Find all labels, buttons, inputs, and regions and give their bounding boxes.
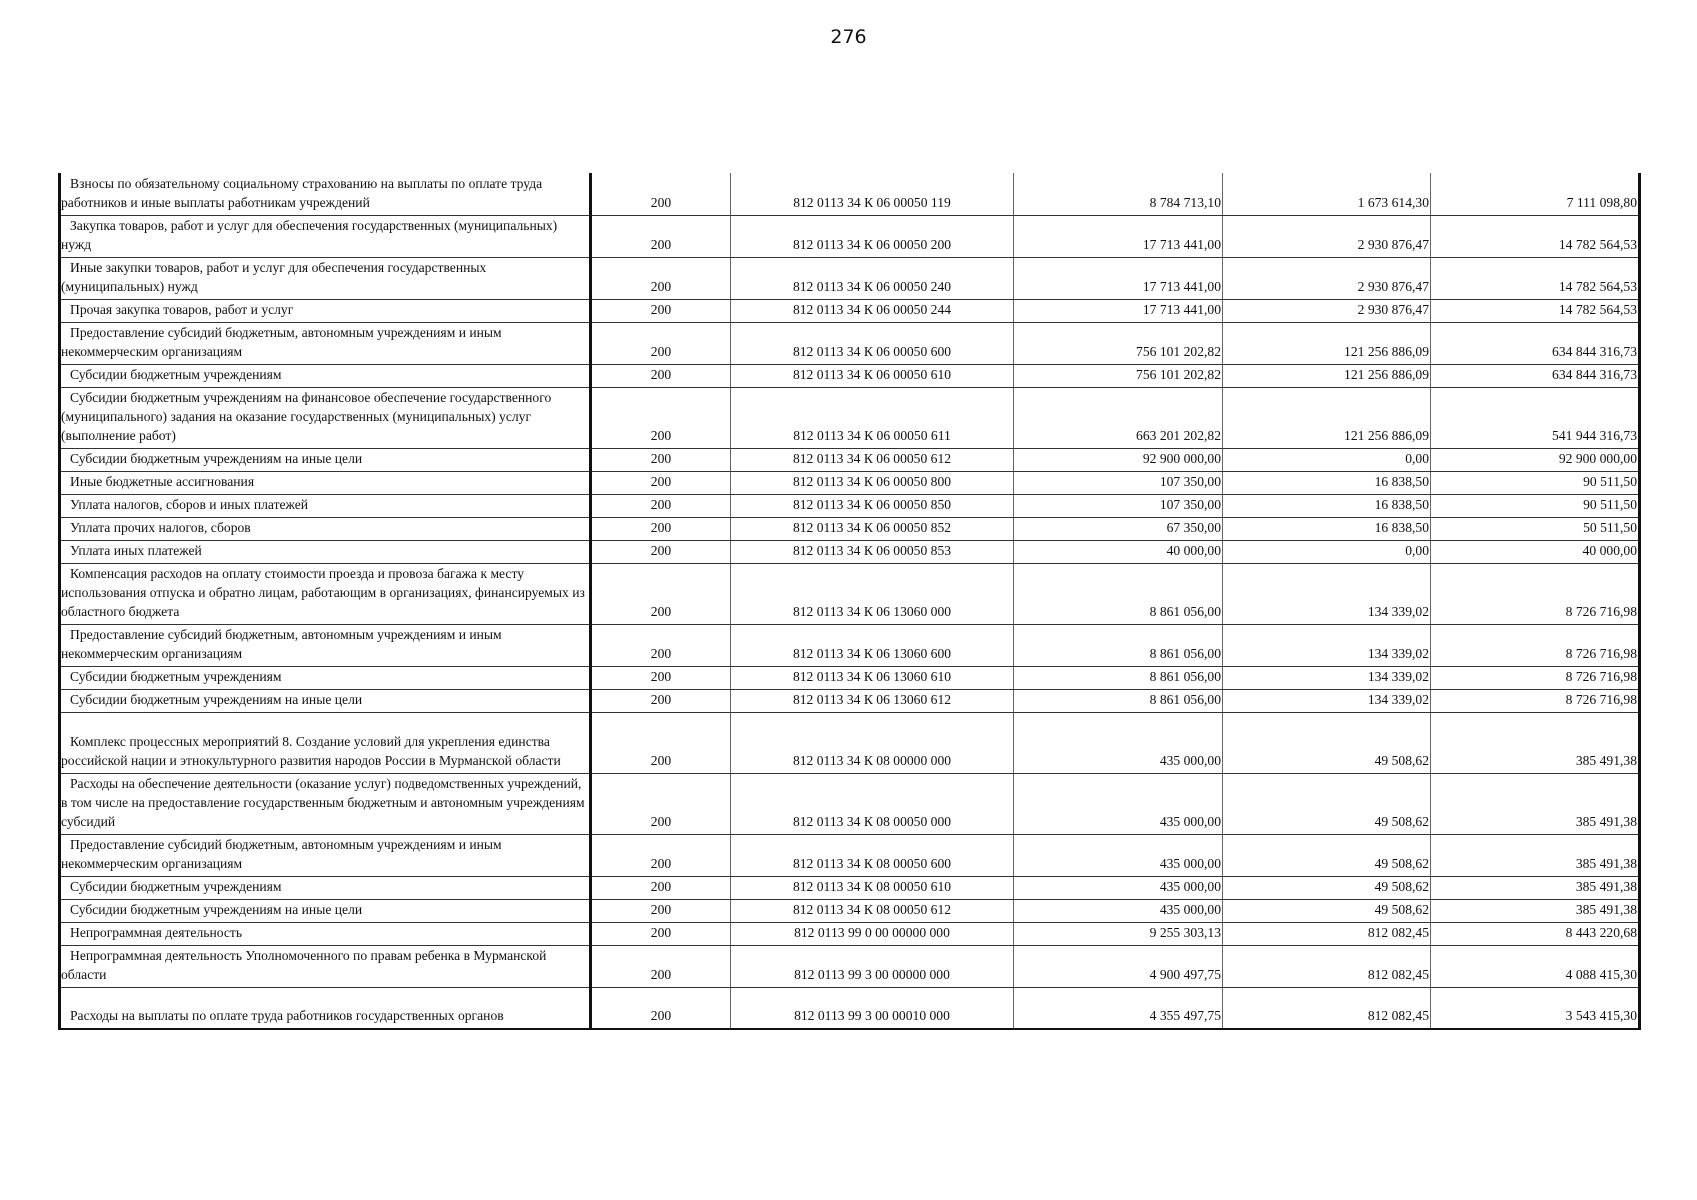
row-classification-cell: 812 0113 34 К 08 00050 600 — [731, 834, 1014, 876]
row-name-text: Непрограммная деятельность — [70, 924, 243, 940]
row-classification-cell: 812 0113 99 0 00 00000 000 — [731, 922, 1014, 945]
row-remaining-cell: 3 543 415,30 — [1431, 987, 1640, 1029]
row-code-cell: 200 — [591, 494, 731, 517]
row-executed-cell: 49 508,62 — [1223, 773, 1431, 834]
budget-table-body — [60, 173, 1640, 1029]
row-classification-cell: 812 0113 34 К 06 00050 119 — [731, 173, 1014, 215]
row-code-cell: 200 — [591, 689, 731, 712]
row-remaining-cell: 92 900 000,00 — [1431, 448, 1640, 471]
row-remaining-cell: 8 726 716,98 — [1431, 666, 1640, 689]
row-name-text: Субсидии бюджетным учреждениям на иные цели — [70, 691, 363, 707]
row-name-text: Субсидии бюджетным учреждениям — [70, 366, 282, 382]
table-row — [60, 322, 1640, 364]
row-remaining-cell: 90 511,50 — [1431, 471, 1640, 494]
table-row — [60, 257, 1640, 299]
row-name-text: Комплекс процессных мероприятий 8. Создание условий для укрепления единства российской нации и этнокультурного развития народов России в Мурманской области — [61, 733, 561, 768]
row-classification-cell: 812 0113 34 К 06 00050 611 — [731, 387, 1014, 448]
table-row — [60, 448, 1640, 471]
row-name-text: Субсидии бюджетным учреждениям — [70, 668, 282, 684]
row-code-cell: 200 — [591, 563, 731, 624]
row-planned-cell: 17 713 441,00 — [1014, 215, 1223, 257]
row-executed-cell: 812 082,45 — [1223, 987, 1431, 1029]
row-code-cell: 200 — [591, 876, 731, 899]
row-planned-cell: 8 861 056,00 — [1014, 563, 1223, 624]
row-remaining-cell: 385 491,38 — [1431, 876, 1640, 899]
row-remaining-cell: 90 511,50 — [1431, 494, 1640, 517]
row-classification-cell: 812 0113 34 К 06 00050 240 — [731, 257, 1014, 299]
row-planned-cell: 8 861 056,00 — [1014, 624, 1223, 666]
row-remaining-cell: 14 782 564,53 — [1431, 215, 1640, 257]
row-remaining-cell: 385 491,38 — [1431, 712, 1640, 773]
table-row — [60, 666, 1640, 689]
row-planned-cell: 4 355 497,75 — [1014, 987, 1223, 1029]
row-classification-cell: 812 0113 34 К 06 00050 853 — [731, 540, 1014, 563]
row-name-cell — [60, 299, 591, 322]
row-code-cell: 200 — [591, 773, 731, 834]
row-executed-cell: 2 930 876,47 — [1223, 257, 1431, 299]
table-row — [60, 876, 1640, 899]
table-row — [60, 299, 1640, 322]
row-classification-cell: 812 0113 34 К 06 00050 610 — [731, 364, 1014, 387]
row-name-cell — [60, 624, 591, 666]
row-executed-cell: 121 256 886,09 — [1223, 364, 1431, 387]
table-row — [60, 712, 1640, 773]
row-name-text: Субсидии бюджетным учреждениям — [70, 878, 282, 894]
row-executed-cell: 0,00 — [1223, 540, 1431, 563]
row-name-cell — [60, 945, 591, 987]
row-code-cell: 200 — [591, 517, 731, 540]
row-remaining-cell: 14 782 564,53 — [1431, 299, 1640, 322]
row-name-text: Предоставление субсидий бюджетным, автономным учреждениям и иным некоммерческим организациям — [61, 626, 502, 661]
row-remaining-cell: 8 726 716,98 — [1431, 563, 1640, 624]
row-code-cell: 200 — [591, 364, 731, 387]
row-name-cell — [60, 364, 591, 387]
row-executed-cell: 812 082,45 — [1223, 922, 1431, 945]
row-name-cell — [60, 834, 591, 876]
row-name-cell — [60, 494, 591, 517]
row-executed-cell: 2 930 876,47 — [1223, 215, 1431, 257]
row-code-cell: 200 — [591, 540, 731, 563]
row-code-cell: 200 — [591, 624, 731, 666]
row-name-cell — [60, 448, 591, 471]
row-name-text: Расходы на выплаты по оплате труда работников государственных органов — [70, 1008, 504, 1023]
row-planned-cell: 756 101 202,82 — [1014, 322, 1223, 364]
row-executed-cell: 16 838,50 — [1223, 471, 1431, 494]
row-executed-cell: 812 082,45 — [1223, 945, 1431, 987]
row-code-cell: 200 — [591, 299, 731, 322]
row-planned-cell: 435 000,00 — [1014, 773, 1223, 834]
row-executed-cell: 49 508,62 — [1223, 834, 1431, 876]
row-remaining-cell: 385 491,38 — [1431, 899, 1640, 922]
row-classification-cell: 812 0113 99 3 00 00010 000 — [731, 987, 1014, 1029]
table-row — [60, 689, 1640, 712]
row-executed-cell: 121 256 886,09 — [1223, 387, 1431, 448]
row-remaining-cell: 7 111 098,80 — [1431, 173, 1640, 215]
row-executed-cell: 134 339,02 — [1223, 624, 1431, 666]
row-code-cell: 200 — [591, 987, 731, 1029]
row-executed-cell: 134 339,02 — [1223, 666, 1431, 689]
row-remaining-cell: 634 844 316,73 — [1431, 322, 1640, 364]
row-name-cell — [60, 666, 591, 689]
row-name-cell — [60, 876, 591, 899]
row-name-cell — [60, 173, 591, 215]
row-planned-cell: 4 900 497,75 — [1014, 945, 1223, 987]
row-name-text: Субсидии бюджетным учреждениям на иные цели — [70, 450, 363, 466]
row-planned-cell: 435 000,00 — [1014, 834, 1223, 876]
table-row — [60, 471, 1640, 494]
row-executed-cell: 2 930 876,47 — [1223, 299, 1431, 322]
row-planned-cell: 8 861 056,00 — [1014, 689, 1223, 712]
row-name-cell — [60, 987, 591, 1029]
row-classification-cell: 812 0113 34 К 08 00050 612 — [731, 899, 1014, 922]
row-classification-cell: 812 0113 34 К 06 00050 850 — [731, 494, 1014, 517]
row-name-cell — [60, 517, 591, 540]
row-classification-cell: 812 0113 34 К 06 00050 612 — [731, 448, 1014, 471]
row-name-cell — [60, 773, 591, 834]
table-row — [60, 387, 1640, 448]
row-classification-cell: 812 0113 34 К 06 00050 244 — [731, 299, 1014, 322]
row-classification-cell: 812 0113 34 К 06 13060 000 — [731, 563, 1014, 624]
row-planned-cell: 107 350,00 — [1014, 494, 1223, 517]
budget-table — [58, 173, 1641, 1030]
row-name-cell — [60, 215, 591, 257]
row-name-cell — [60, 712, 591, 773]
row-remaining-cell: 8 726 716,98 — [1431, 624, 1640, 666]
row-classification-cell: 812 0113 34 К 06 00050 852 — [731, 517, 1014, 540]
table-row — [60, 773, 1640, 834]
row-code-cell: 200 — [591, 712, 731, 773]
row-code-cell: 200 — [591, 945, 731, 987]
page-number: 276 — [830, 26, 867, 48]
row-planned-cell: 9 255 303,13 — [1014, 922, 1223, 945]
row-remaining-cell: 40 000,00 — [1431, 540, 1640, 563]
row-name-text: Предоставление субсидий бюджетным, автономным учреждениям и иным некоммерческим организациям — [61, 836, 502, 871]
row-remaining-cell: 541 944 316,73 — [1431, 387, 1640, 448]
row-planned-cell: 435 000,00 — [1014, 899, 1223, 922]
row-name-text: Прочая закупка товаров, работ и услуг — [70, 301, 294, 317]
row-executed-cell: 16 838,50 — [1223, 517, 1431, 540]
row-remaining-cell: 4 088 415,30 — [1431, 945, 1640, 987]
row-code-cell: 200 — [591, 448, 731, 471]
row-name-text: Компенсация расходов на оплату стоимости проезда и провоза багажа к месту использования отпуска и обратно лицам, работающим в организациях, финансируемых из областного бюджета — [61, 565, 585, 619]
row-name-text: Иные бюджетные ассигнования — [70, 473, 255, 489]
row-planned-cell: 435 000,00 — [1014, 876, 1223, 899]
row-name-cell — [60, 540, 591, 563]
row-code-cell: 200 — [591, 922, 731, 945]
row-classification-cell: 812 0113 34 К 06 13060 612 — [731, 689, 1014, 712]
row-name-text: Предоставление субсидий бюджетным, автономным учреждениям и иным некоммерческим организациям — [61, 324, 502, 359]
row-name-text: Иные закупки товаров, работ и услуг для обеспечения государственных (муниципальных) нужд — [61, 259, 487, 294]
row-name-text: Расходы на обеспечение деятельности (оказание услуг) подведомственных учреждений, в том числе на предоставление государственным бюджетным и автономным учреждениям субсидий — [61, 775, 585, 829]
row-remaining-cell: 8 726 716,98 — [1431, 689, 1640, 712]
row-planned-cell: 67 350,00 — [1014, 517, 1223, 540]
row-name-text: Уплата прочих налогов, сборов — [70, 519, 251, 535]
row-executed-cell: 121 256 886,09 — [1223, 322, 1431, 364]
row-classification-cell: 812 0113 34 К 06 00050 800 — [731, 471, 1014, 494]
row-planned-cell: 107 350,00 — [1014, 471, 1223, 494]
row-name-cell — [60, 689, 591, 712]
row-planned-cell: 17 713 441,00 — [1014, 257, 1223, 299]
row-classification-cell: 812 0113 34 К 06 13060 600 — [731, 624, 1014, 666]
table-row — [60, 563, 1640, 624]
row-planned-cell: 92 900 000,00 — [1014, 448, 1223, 471]
row-code-cell: 200 — [591, 215, 731, 257]
row-remaining-cell: 8 443 220,68 — [1431, 922, 1640, 945]
table-row — [60, 987, 1640, 1029]
table-row — [60, 517, 1640, 540]
row-name-text: Взносы по обязательному социальному страхованию на выплаты по оплате труда работников и иные выплаты работникам учреждений — [61, 175, 543, 210]
row-classification-cell: 812 0113 34 К 06 13060 610 — [731, 666, 1014, 689]
row-code-cell: 200 — [591, 322, 731, 364]
row-classification-cell: 812 0113 99 3 00 00000 000 — [731, 945, 1014, 987]
table-row — [60, 540, 1640, 563]
row-remaining-cell: 14 782 564,53 — [1431, 257, 1640, 299]
row-executed-cell: 49 508,62 — [1223, 712, 1431, 773]
table-row — [60, 834, 1640, 876]
table-row — [60, 922, 1640, 945]
row-executed-cell: 16 838,50 — [1223, 494, 1431, 517]
row-name-cell — [60, 471, 591, 494]
row-planned-cell: 40 000,00 — [1014, 540, 1223, 563]
row-planned-cell: 435 000,00 — [1014, 712, 1223, 773]
table-row — [60, 364, 1640, 387]
row-code-cell: 200 — [591, 666, 731, 689]
row-remaining-cell: 50 511,50 — [1431, 517, 1640, 540]
row-executed-cell: 49 508,62 — [1223, 899, 1431, 922]
row-code-cell: 200 — [591, 257, 731, 299]
row-name-cell — [60, 257, 591, 299]
table-row — [60, 215, 1640, 257]
row-classification-cell: 812 0113 34 К 08 00000 000 — [731, 712, 1014, 773]
row-code-cell: 200 — [591, 899, 731, 922]
row-executed-cell: 134 339,02 — [1223, 689, 1431, 712]
table-row — [60, 899, 1640, 922]
row-code-cell: 200 — [591, 471, 731, 494]
row-classification-cell: 812 0113 34 К 08 00050 610 — [731, 876, 1014, 899]
row-executed-cell: 0,00 — [1223, 448, 1431, 471]
row-remaining-cell: 385 491,38 — [1431, 834, 1640, 876]
row-planned-cell: 756 101 202,82 — [1014, 364, 1223, 387]
row-name-cell — [60, 899, 591, 922]
row-remaining-cell: 634 844 316,73 — [1431, 364, 1640, 387]
row-name-cell — [60, 563, 591, 624]
row-remaining-cell: 385 491,38 — [1431, 773, 1640, 834]
row-name-text: Закупка товаров, работ и услуг для обеспечения государственных (муниципальных) нужд — [61, 217, 558, 252]
row-name-text: Уплата налогов, сборов и иных платежей — [70, 496, 309, 512]
row-planned-cell: 663 201 202,82 — [1014, 387, 1223, 448]
row-code-cell: 200 — [591, 173, 731, 215]
row-executed-cell: 1 673 614,30 — [1223, 173, 1431, 215]
row-executed-cell: 49 508,62 — [1223, 876, 1431, 899]
table-row — [60, 624, 1640, 666]
row-name-text: Непрограммная деятельность Уполномоченного по правам ребенка в Мурманской области — [61, 947, 547, 982]
row-name-cell — [60, 922, 591, 945]
row-name-cell — [60, 387, 591, 448]
table-row — [60, 494, 1640, 517]
row-planned-cell: 8 784 713,10 — [1014, 173, 1223, 215]
row-executed-cell: 134 339,02 — [1223, 563, 1431, 624]
row-planned-cell: 17 713 441,00 — [1014, 299, 1223, 322]
row-name-text: Уплата иных платежей — [70, 542, 202, 558]
row-code-cell: 200 — [591, 387, 731, 448]
row-classification-cell: 812 0113 34 К 06 00050 200 — [731, 215, 1014, 257]
table-row — [60, 945, 1640, 987]
row-classification-cell: 812 0113 34 К 06 00050 600 — [731, 322, 1014, 364]
row-planned-cell: 8 861 056,00 — [1014, 666, 1223, 689]
table-row — [60, 173, 1640, 215]
row-classification-cell: 812 0113 34 К 08 00050 000 — [731, 773, 1014, 834]
row-name-cell — [60, 322, 591, 364]
row-code-cell: 200 — [591, 834, 731, 876]
row-name-text: Субсидии бюджетным учреждениям на иные цели — [70, 901, 363, 917]
row-name-text: Субсидии бюджетным учреждениям на финансовое обеспечение государственного (муниципального) задания на оказание государственных (муниципальных) услуг (выполнение работ) — [61, 389, 552, 443]
